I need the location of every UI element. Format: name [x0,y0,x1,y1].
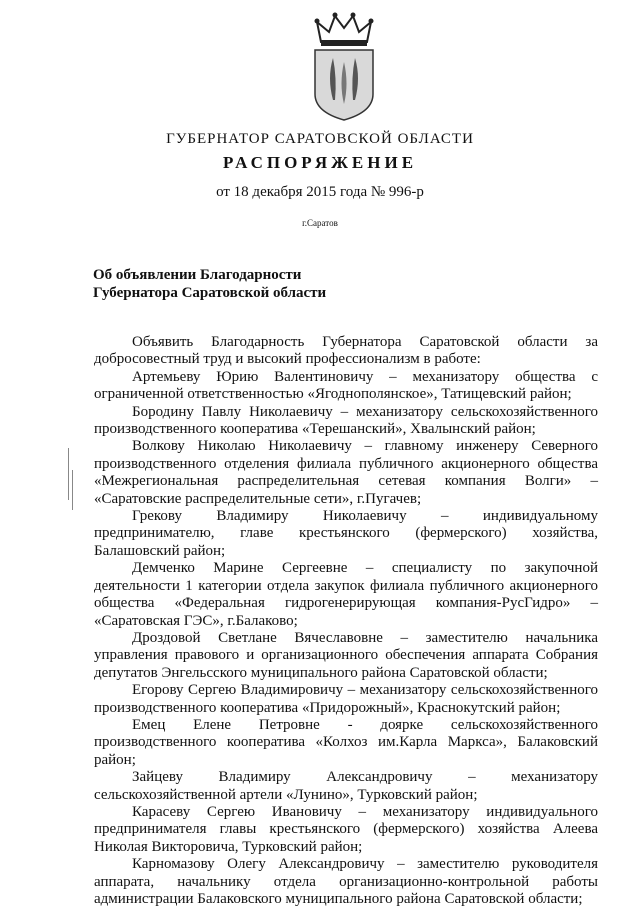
subject-line-1: Об объявлении Благодарности [93,267,302,283]
document-subject [93,266,326,302]
recipient-paragraph: Карномазову Олегу Александровичу – заместителю руководителя аппарата, начальнику отдела организационно-контрольной работы администрации Балаковского муниципального района Саратовской области; [94,856,598,907]
subject-line-2: Губернатора Саратовской области [93,285,327,301]
governor-heading: ГУБЕРНАТОР САРАТОВСКОЙ ОБЛАСТИ [166,131,474,147]
document-type-title: РАСПОРЯЖЕНИЕ [222,153,418,172]
recipient-paragraph: Артемьеву Юрию Валентиновичу – механизатору общества с ограниченной ответственностью «Ягоднополянское», Татищевский район; [94,368,598,403]
coat-of-arms-icon [307,12,381,122]
recipient-paragraph: Демченко Марине Сергеевне – специалисту по закупочной деятельности 1 категории отдела закупок филиала публичного акционерного общества «Федеральная гидрогенерирующая компания-РусГидро» – «Саратовская ГЭС», г.Балаково; [94,560,598,629]
recipient-paragraph: Карасеву Сергею Ивановичу – механизатору индивидуального предпринимателя главы крестьянского (фермерского) хозяйства Алеева Николая Викторовича, Турковский район; [94,803,598,855]
recipient-paragraph: Зайцеву Владимиру Александровичу – механизатору сельскохозяйственной артели «Лунино», Турковский район; [94,769,598,803]
recipient-paragraph: Бородину Павлу Николаевичу – механизатору сельскохозяйственного производственного кооператива «Терешанский», Хвалынский район; [94,403,598,438]
order-paragraph: Объявить Благодарность Губернатора Саратовской области за добросовестный труд и высокий профессионализм в работе: [94,334,598,368]
scan-margin-mark [72,470,73,510]
recipient-paragraph: Грекову Владимиру Николаевичу – индивидуальному предпринимателю, главе крестьянского (фермерского) хозяйства, Балашовский район; [94,508,598,559]
recipient-paragraph: Емец Елене Петровне - доярке сельскохозяйственного производственного кооператива «Колхоз им.Карла Маркса», Балаковский район; [94,716,598,768]
recipient-paragraph: Дроздовой Светлане Вячеславовне – заместителю начальника управления правового и организационного обеспечения аппарата Собрания депутатов Энгельсского муниципального района Саратовской области; [94,629,598,681]
recipient-paragraph: Волкову Николаю Николаевичу – главному инженеру Северного производственного отделения филиала публичного акционерного общества «Межрегиональная распределительная сетевая компания Волги» – «Саратовские распределительные сети», г.Пугачев; [94,438,598,507]
document-body [94,334,598,908]
recipient-paragraph: Егорову Сергею Владимировичу – механизатору сельскохозяйственного производственного кооператива «Придорожный», Краснокутский район; [94,682,598,716]
scan-margin-mark [68,448,69,500]
document-date-number: от 18 декабря 2015 года № 996-р [216,184,424,200]
document-city: г.Саратов [302,218,338,228]
